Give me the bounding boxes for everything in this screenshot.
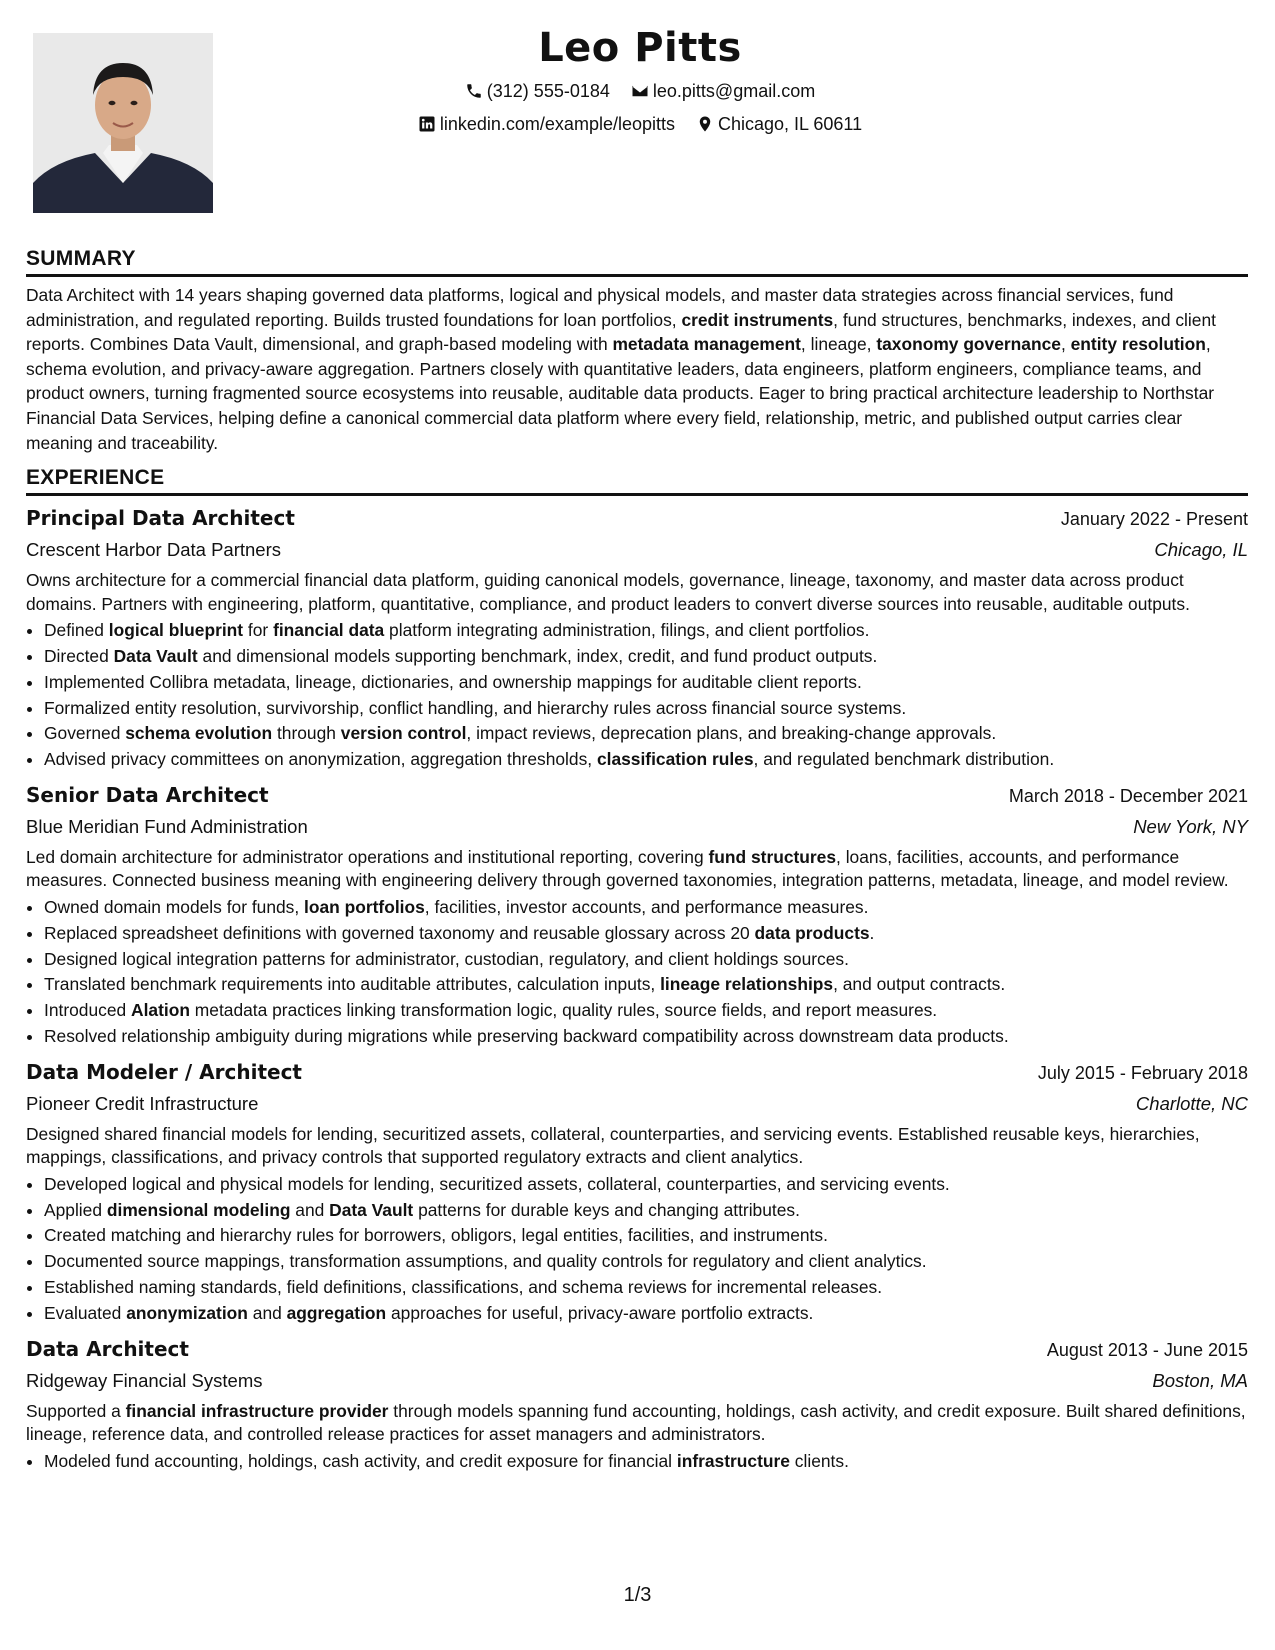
job-bullet: • Modeled fund accounting, holdings, cash activity, and credit exposure for financial infrastructure clients.	[44, 1449, 1248, 1475]
job-bullet: • Formalized entity resolution, survivorship, conflict handling, and hierarchy rules across financial source systems.	[44, 696, 1248, 722]
phone-icon	[465, 82, 483, 100]
contact-row-2	[240, 109, 1040, 142]
email-address: leo.pitts@gmail.com	[652, 81, 816, 101]
job-bullet: • Evaluated anonymization and aggregation approaches for useful, privacy-aware portfolio extracts.	[44, 1301, 1248, 1327]
job-company: Blue Meridian Fund Administration	[26, 815, 308, 837]
job-bullet: • Applied dimensional modeling and Data Vault patterns for durable keys and changing attributes.	[44, 1198, 1248, 1224]
linkedin-url: linkedin.com/example/leopitts	[439, 114, 675, 134]
job-bullet: • Developed logical and physical models for lending, securitized assets, collateral, counterparties, and servicing events.	[44, 1172, 1248, 1198]
job-bullets	[26, 1449, 1248, 1475]
job-title: Data Modeler / Architect	[26, 1059, 302, 1084]
job-bullet: • Resolved relationship ambiguity during migrations while preserving backward compatibility across downstream data products.	[44, 1024, 1248, 1050]
job-bullet: • Owned domain models for funds, loan portfolios, facilities, investor accounts, and performance measures.	[44, 895, 1248, 921]
profile-photo	[33, 33, 213, 213]
resume-content	[26, 245, 1248, 1474]
envelope-icon	[631, 82, 649, 100]
location-text: Chicago, IL 60611	[718, 114, 863, 134]
job-entry	[26, 503, 1248, 773]
summary-section	[26, 245, 1248, 455]
job-company-row	[26, 534, 1248, 565]
job-location: New York, NY	[1133, 815, 1248, 837]
job-title: Data Architect	[26, 1336, 189, 1361]
job-title-row	[26, 1057, 1248, 1088]
job-bullet: • Defined logical blueprint for financial data platform integrating administration, filings, and client portfolios.	[44, 618, 1248, 644]
job-bullet: • Documented source mappings, transformation assumptions, and quality controls for regulatory and client analytics.	[44, 1249, 1248, 1275]
job-title: Senior Data Architect	[26, 782, 269, 807]
location-contact	[696, 109, 862, 139]
experience-heading: EXPERIENCE	[26, 464, 1248, 496]
job-bullet: • Implemented Collibra metadata, lineage, dictionaries, and ownership mappings for auditable client reports.	[44, 670, 1248, 696]
experience-section	[26, 464, 1248, 1474]
job-dates: July 2015 - February 2018	[1037, 1062, 1248, 1083]
map-pin-icon	[696, 115, 714, 133]
candidate-name: Leo Pitts	[538, 25, 742, 71]
page-number: 1/3	[623, 1584, 652, 1606]
resume-header	[240, 20, 1040, 142]
job-bullet: • Replaced spreadsheet definitions with governed taxonomy and reusable glossary across 20 data products.	[44, 921, 1248, 947]
job-bullet: • Translated benchmark requirements into auditable attributes, calculation inputs, lineage relationships, and output contracts.	[44, 972, 1248, 998]
job-title: Principal Data Architect	[26, 506, 295, 531]
job-company-row	[26, 1365, 1248, 1396]
job-bullet: • Governed schema evolution through version control, impact reviews, deprecation plans, and breaking-change approvals.	[44, 721, 1248, 747]
job-title-row	[26, 503, 1248, 534]
job-dates: January 2022 - Present	[1060, 509, 1248, 530]
job-company-row	[26, 1088, 1248, 1119]
job-location: Boston, MA	[1152, 1369, 1248, 1391]
linkedin-icon	[418, 115, 436, 133]
job-bullet: • Established naming standards, field definitions, classifications, and schema reviews for incremental releases.	[44, 1275, 1248, 1301]
job-description: Owns architecture for a commercial financial data platform, guiding canonical models, governance, lineage, taxonomy, and master data across product domains. Partners with engineering, platform, quantitative, compliance, and product leaders to convert diverse sources into reusable, auditable outputs.	[26, 570, 1190, 614]
job-company-row	[26, 811, 1248, 842]
linkedin-contact[interactable]	[418, 109, 675, 139]
job-entry	[26, 1334, 1248, 1475]
job-description: Led domain architecture for administrator operations and institutional reporting, covering fund structures, loans, facilities, accounts, and performance measures. Connected business meaning with engineering delivery through governed taxonomies, integration patterns, metadata, lineage, and model review.	[26, 846, 1229, 891]
job-bullets	[26, 895, 1248, 1050]
job-bullet: • Advised privacy committees on anonymization, aggregation thresholds, classification rules, and regulated benchmark distribution.	[44, 747, 1248, 773]
job-description: Supported a financial infrastructure provider through models spanning fund accounting, holdings, cash activity, and credit exposure. Built shared definitions, lineage, reference data, and controlled release practices for asset managers and administrators.	[26, 1400, 1246, 1444]
phone-number: (312) 555-0184	[486, 81, 610, 101]
job-bullet: • Created matching and hierarchy rules for borrowers, obligors, legal entities, facilities, and instruments.	[44, 1223, 1248, 1249]
summary-text: Data Architect with 14 years shaping governed data platforms, logical and physical models, and master data strategies across financial services, fund administration, and regulated reporting. Builds trusted foundations for loan portfolios, credit instruments, fund structures, benchmarks, indexes, and client reports. Combines Data Vault, dimensional, and graph-based modeling with metadata management, lineage, taxonomy governance, entity resolution, schema evolution, and privacy-aware aggregation. Partners closely with quantitative leaders, data engineers, platform engineers, compliance teams, and product owners, turning fragmented source ecosystems into reusable, auditable data products. Eager to bring practical architecture leadership to Northstar Financial Data Services, helping define a canonical commercial data platform where every field, relationship, metric, and published output carries clear meaning and traceability.	[26, 285, 1216, 453]
job-list	[26, 503, 1248, 1474]
contact-row-1	[240, 76, 1040, 109]
job-location: Charlotte, NC	[1135, 1092, 1248, 1114]
job-title-row	[26, 1334, 1248, 1365]
email-contact[interactable]	[631, 76, 815, 106]
phone-contact[interactable]	[465, 76, 610, 106]
job-bullet: • Directed Data Vault and dimensional models supporting benchmark, index, credit, and fund product outputs.	[44, 644, 1248, 670]
job-dates: March 2018 - December 2021	[1008, 785, 1248, 806]
job-bullets	[26, 618, 1248, 773]
job-company: Crescent Harbor Data Partners	[26, 539, 281, 561]
job-entry	[26, 780, 1248, 1050]
job-bullet: • Introduced Alation metadata practices linking transformation logic, quality rules, source fields, and report measures.	[44, 998, 1248, 1024]
job-description: Designed shared financial models for lending, securitized assets, collateral, counterparties, and servicing events. Established reusable keys, hierarchies, mappings, classifications, and privacy controls that supported regulatory extracts and client analytics.	[26, 1123, 1200, 1168]
job-bullets	[26, 1172, 1248, 1327]
job-location: Chicago, IL	[1154, 539, 1248, 561]
job-bullet: • Designed logical integration patterns for administrator, custodian, regulatory, and client holdings sources.	[44, 947, 1248, 973]
summary-heading: SUMMARY	[26, 245, 1248, 277]
job-dates: August 2013 - June 2015	[1046, 1339, 1248, 1360]
job-title-row	[26, 780, 1248, 811]
job-company: Pioneer Credit Infrastructure	[26, 1092, 259, 1114]
job-company: Ridgeway Financial Systems	[26, 1369, 263, 1391]
job-entry	[26, 1057, 1248, 1327]
